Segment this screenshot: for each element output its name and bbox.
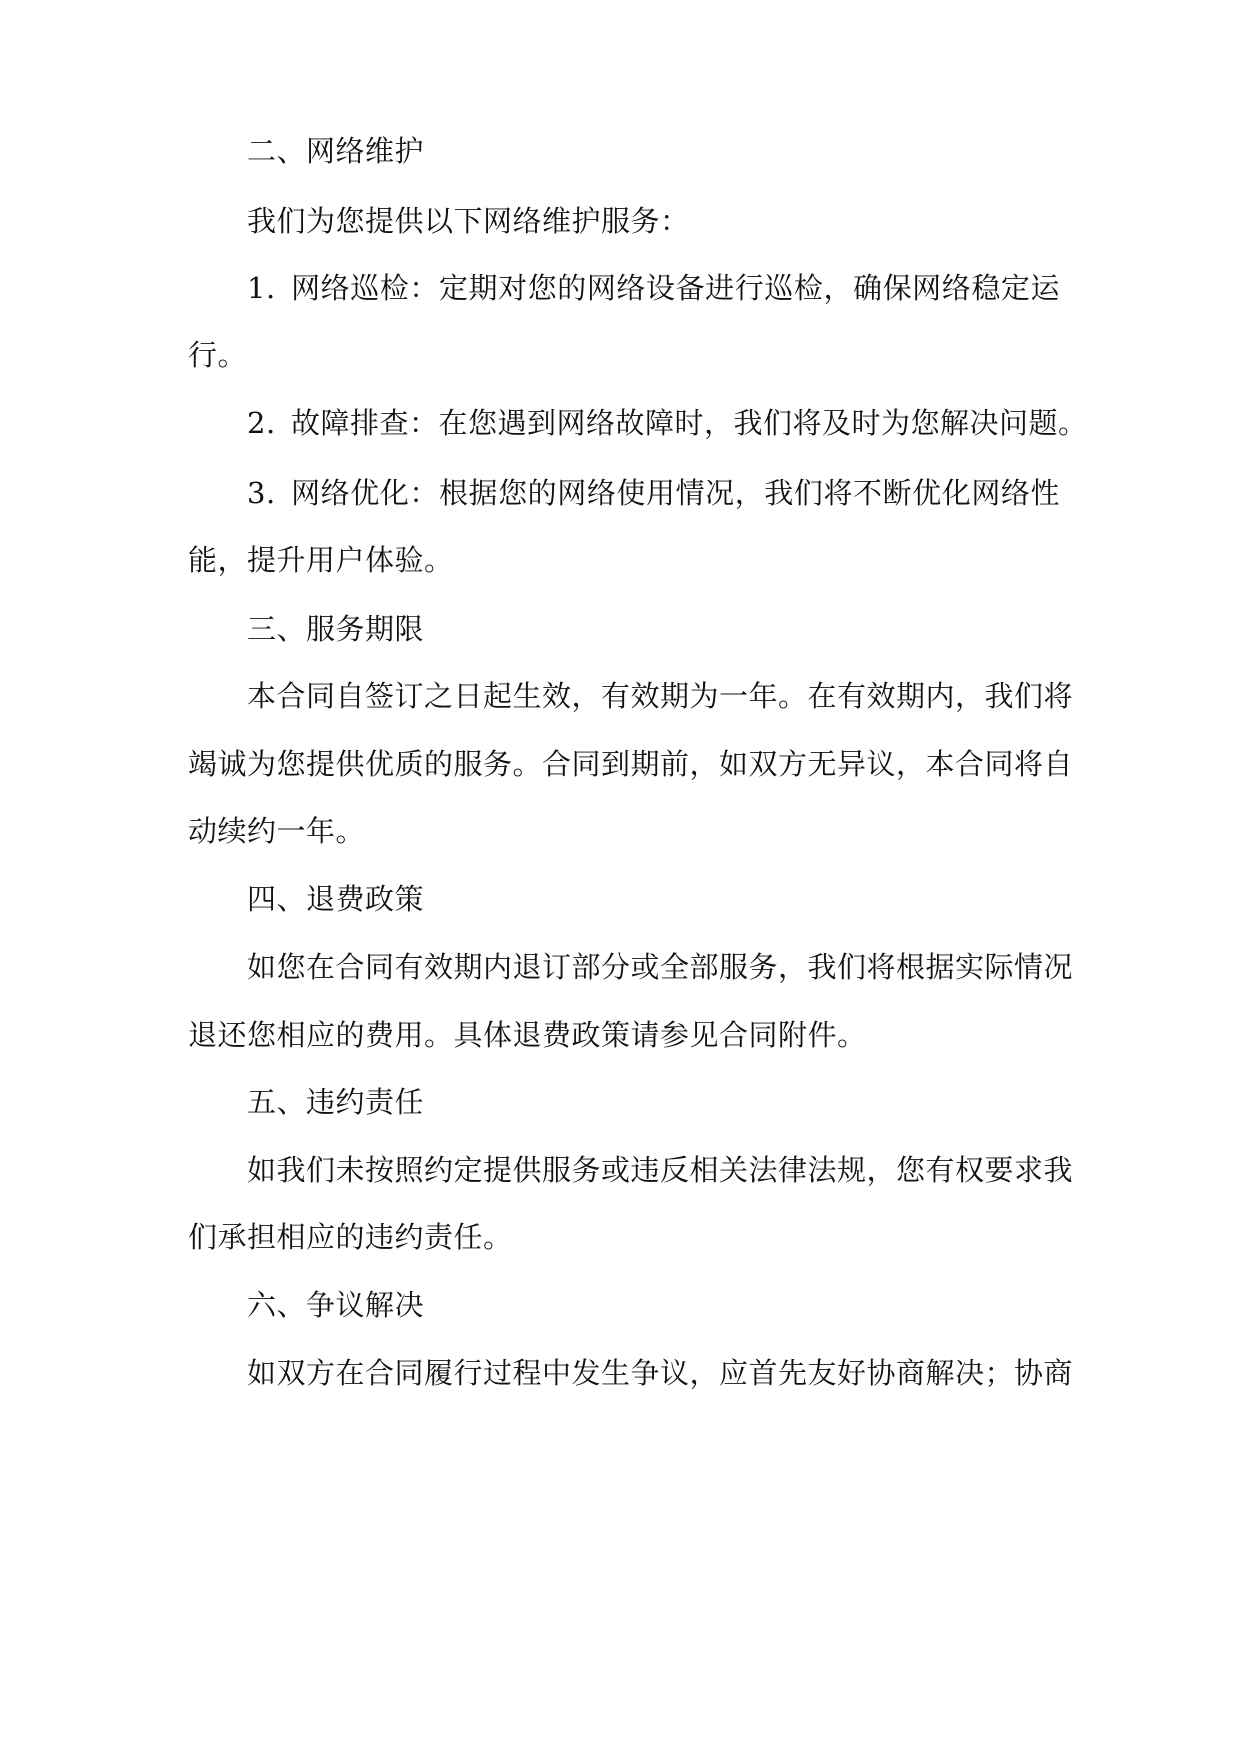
list-item-1-number: 1.	[247, 271, 276, 305]
section-intro: 我们为您提供以下网络维护服务：	[247, 204, 690, 238]
section-heading-refund-policy: 四、退费政策	[247, 882, 425, 916]
paragraph-line: 如我们未按照约定提供服务或违反相关法律法规，您有权要求我	[247, 1153, 1074, 1187]
paragraph-line: 如双方在合同履行过程中发生争议，应首先友好协商解决；协商	[247, 1356, 1074, 1390]
list-item-2	[247, 400, 1088, 446]
list-item-3	[247, 470, 1060, 516]
list-item-3-number: 3.	[247, 476, 276, 510]
list-item-3-continuation: 能，提升用户体验。	[188, 543, 454, 577]
list-item-1-continuation: 行。	[188, 338, 248, 372]
paragraph-line: 动续约一年。	[188, 814, 366, 848]
paragraph-line: 本合同自签订之日起生效，有效期为一年。在有效期内，我们将	[247, 679, 1074, 713]
list-item-1	[247, 265, 1060, 311]
paragraph-line: 们承担相应的违约责任。	[188, 1220, 513, 1254]
section-heading-dispute-resolution: 六、争议解决	[247, 1288, 425, 1322]
paragraph-line: 竭诚为您提供优质的服务。合同到期前，如双方无异议，本合同将自	[188, 747, 1074, 781]
list-item-1-text: 网络巡检：定期对您的网络设备进行巡检，确保网络稳定运	[291, 271, 1060, 305]
list-item-2-text: 故障排查：在您遇到网络故障时，我们将及时为您解决问题。	[291, 406, 1088, 440]
paragraph-line: 如您在合同有效期内退订部分或全部服务，我们将根据实际情况	[247, 950, 1074, 984]
paragraph-line: 退还您相应的费用。具体退费政策请参见合同附件。	[188, 1018, 867, 1052]
list-item-2-number: 2.	[247, 406, 276, 440]
list-item-3-text: 网络优化：根据您的网络使用情况，我们将不断优化网络性	[291, 476, 1060, 510]
section-heading-liability: 五、违约责任	[247, 1085, 425, 1119]
section-heading-service-term: 三、服务期限	[247, 612, 425, 646]
section-heading-network-maintenance: 二、网络维护	[247, 134, 425, 168]
